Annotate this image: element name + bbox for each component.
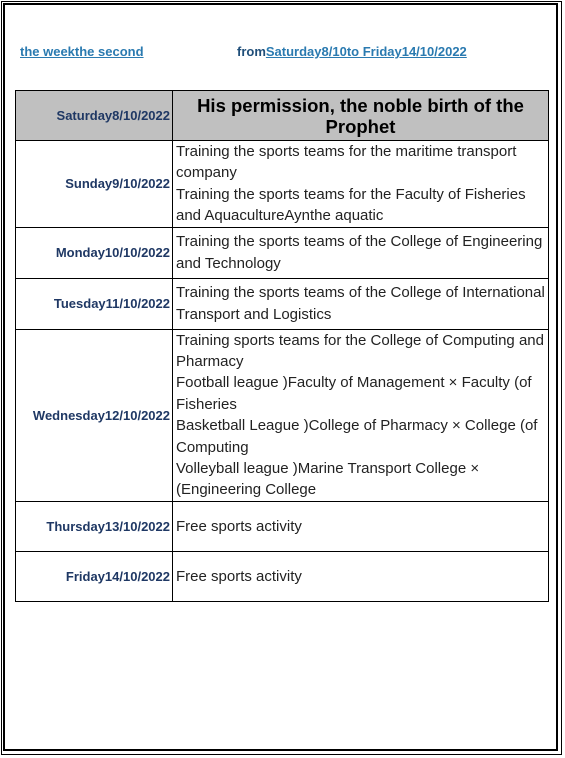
activity-cell xyxy=(173,551,549,601)
day-cell: Friday14/10/2022 xyxy=(16,551,173,601)
activity-cell xyxy=(173,329,549,501)
day-cell: Monday10/10/2022 xyxy=(16,227,173,278)
activity-line: Training the sports teams of the College of International Transport and Logistics xyxy=(176,284,545,323)
activity-cell xyxy=(173,227,549,278)
activity-line: Training sports teams for the College of Computing and Pharmacy xyxy=(176,331,544,371)
schedule-table xyxy=(15,90,549,602)
activity-line: Football league )Faculty of Management × Faculty (of Fisheries xyxy=(176,374,532,413)
table-row xyxy=(16,278,549,329)
activity-line: Free sports activity xyxy=(176,517,302,535)
activity-line: Training the sports teams of the College of Engineering and Technology xyxy=(176,233,543,272)
activity-line: Basketball League )College of Pharmacy × College (of Computing xyxy=(176,417,538,456)
activity-line: Training the sports teams for the Faculty of Fisheries and AquacultureAynthe aquatic xyxy=(176,185,526,225)
week-label: the weekthe second xyxy=(20,44,144,59)
table-row xyxy=(16,501,549,551)
day-cell: Wednesday12/10/2022 xyxy=(16,329,173,501)
table-row xyxy=(16,551,549,601)
day-cell: Thursday13/10/2022 xyxy=(16,501,173,551)
table-row xyxy=(16,91,549,141)
activity-line: His permission, the noble birth of the Prophet xyxy=(197,94,524,137)
day-cell: Sunday9/10/2022 xyxy=(16,141,173,228)
day-cell: Saturday8/10/2022 xyxy=(16,91,173,141)
table-row xyxy=(16,141,549,228)
date-range: Saturday8/10to Friday14/10/2022 xyxy=(265,44,467,59)
date-range-heading xyxy=(237,44,467,59)
week-heading xyxy=(0,44,565,62)
activity-cell xyxy=(173,91,549,141)
activity-cell xyxy=(173,278,549,329)
from-label: from xyxy=(237,44,266,59)
activity-line: Volleyball league )Marine Transport College × (Engineering College xyxy=(176,460,480,499)
activity-line: Free sports activity xyxy=(176,567,302,585)
activity-cell xyxy=(173,501,549,551)
table-row xyxy=(16,329,549,501)
activity-line: Training the sports teams for the maritime transport company xyxy=(176,143,517,182)
day-cell: Tuesday11/10/2022 xyxy=(16,278,173,329)
table-row xyxy=(16,227,549,278)
activity-cell xyxy=(173,141,549,228)
